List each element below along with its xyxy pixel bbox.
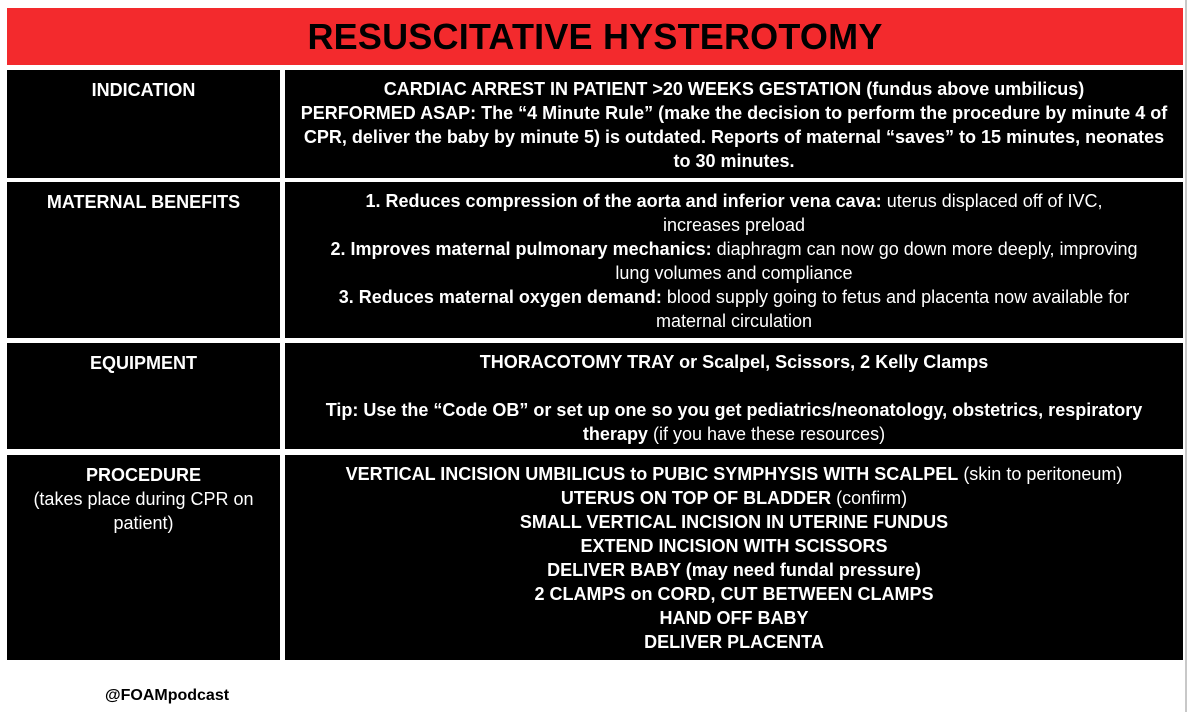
title-banner bbox=[7, 8, 1183, 65]
benefit-item: 2. Improves maternal pulmonary mechanics: diaphragm can now go down more deeply, improving lung volumes and compliance bbox=[330, 239, 1138, 283]
benefits-label: MATERNAL BENEFITS bbox=[46, 192, 241, 212]
procedure-step: EXTEND INCISION WITH SCISSORS bbox=[580, 536, 888, 556]
equipment-line: THORACOTOMY TRAY or Scalpel, Scissors, 2 Kelly Clamps bbox=[479, 352, 989, 372]
procedure-sublabel: (takes place during CPR on patient) bbox=[33, 489, 254, 533]
page-edge-divider bbox=[1185, 0, 1187, 712]
procedure-step: UTERUS ON TOP OF BLADDER (confirm) bbox=[560, 488, 908, 508]
procedure-label-cell bbox=[7, 455, 280, 660]
procedure-step: HAND OFF BABY bbox=[659, 608, 809, 628]
procedure-step: 2 CLAMPS on CORD, CUT BETWEEN CLAMPS bbox=[534, 584, 934, 604]
equipment-label: EQUIPMENT bbox=[89, 353, 197, 373]
equipment-tip: Tip: Use the “Code OB” or set up one so you get pediatrics/neonatology, obstetrics, respiratory therapy (if you have these resources) bbox=[325, 400, 1143, 444]
indication-label: INDICATION bbox=[91, 80, 196, 100]
procedure-label: PROCEDURE bbox=[85, 465, 201, 485]
benefit-item: 1. Reduces compression of the aorta and inferior vena cava: uterus displaced off of IVC, increases preload bbox=[365, 191, 1103, 235]
footer-handle: @FOAMpodcast bbox=[105, 687, 230, 704]
indication-content-cell bbox=[285, 70, 1183, 178]
procedure-step: DELIVER BABY (may need fundal pressure) bbox=[547, 560, 921, 580]
indication-line-2: PERFORMED ASAP: The “4 Minute Rule” (make the decision to perform the procedure by minute 4 of CPR, deliver the baby by minute 5) is outdated. Reports of maternal “saves” to 15 minutes, neonates to 30 minutes. bbox=[300, 103, 1168, 171]
indication-label-cell bbox=[7, 70, 280, 178]
equipment-content-cell bbox=[285, 343, 1183, 449]
benefits-content-cell bbox=[285, 182, 1183, 338]
benefit-item: 3. Reduces maternal oxygen demand: blood supply going to fetus and placenta now available for maternal circulation bbox=[338, 287, 1130, 331]
procedure-step: SMALL VERTICAL INCISION IN UTERINE FUNDUS bbox=[519, 512, 949, 532]
procedure-step: DELIVER PLACENTA bbox=[644, 632, 824, 652]
procedure-step: VERTICAL INCISION UMBILICUS to PUBIC SYMPHYSIS WITH SCALPEL (skin to peritoneum) bbox=[345, 464, 1123, 484]
procedure-content-cell bbox=[285, 455, 1183, 660]
equipment-label-cell bbox=[7, 343, 280, 449]
benefits-label-cell bbox=[7, 182, 280, 338]
page-title: RESUSCITATIVE HYSTEROTOMY bbox=[307, 15, 883, 57]
indication-line-1: CARDIAC ARREST IN PATIENT >20 WEEKS GESTATION (fundus above umbilicus) bbox=[383, 79, 1085, 99]
